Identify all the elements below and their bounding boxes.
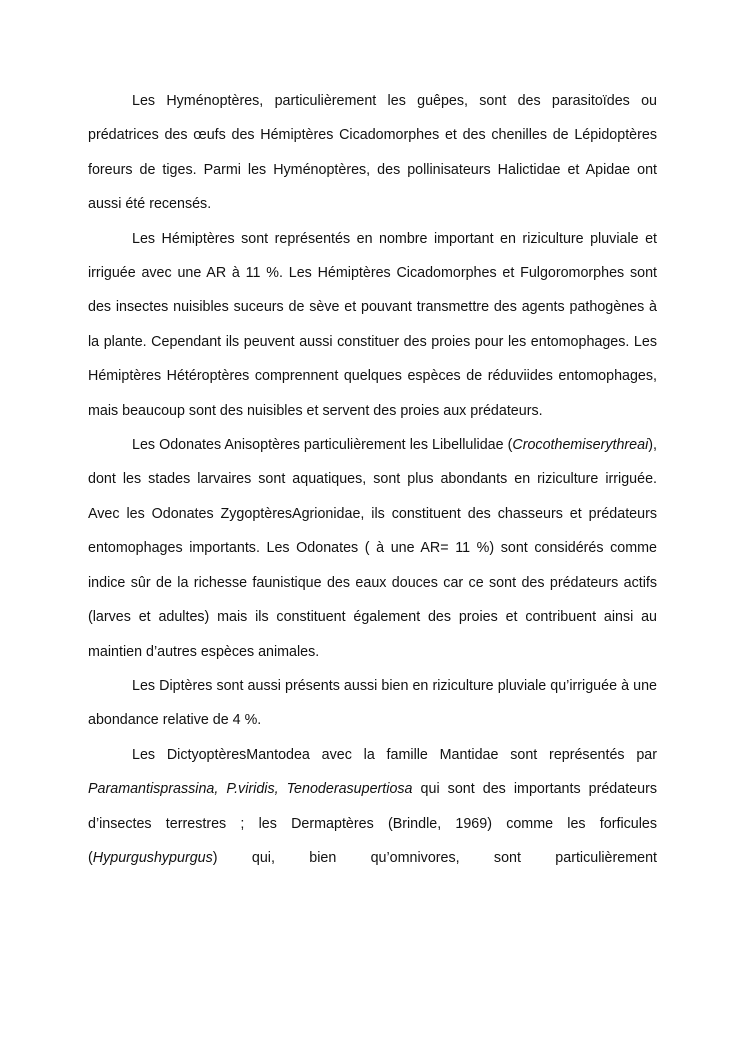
paragraph-text: Les Odonates Anisoptères particulièrement les Libellulidae ( (132, 437, 513, 454)
paragraph-dictyopteres (88, 738, 657, 876)
species-name: Tenoderasupertiosa (286, 781, 413, 798)
species-name: Hypurgushypurgus (92, 849, 213, 866)
paragraph-text: ), dont les stades larvaires sont aquatiques, sont plus abondants en riziculture irriguée. Avec les Odonates ZygoptèresAgrionidae, ils constituent des chasseurs et prédateurs entomophages importants. Les Odonates ( à une AR= 11 %) sont considérés comme indice sûr de la richesse faunistique des eaux douces car ce sont des prédateurs actifs (larves et adultes) mais ils constituent également des proies et contribuent ainsi au maintien d’autres espèces animales. (88, 437, 657, 660)
paragraph-odonates (88, 428, 657, 669)
paragraph-text: Les Hémiptères sont représentés en nombre important en riziculture pluviale et irriguée avec une AR à 11 %. Les Hémiptères Cicadomorphes et Fulgoromorphes sont des insectes nuisibles suceurs de sève et pouvant transmettre des agents pathogènes à la plante. Cependant ils peuvent aussi constituer des proies pour les entomophages. Les Hémiptères Hétéroptères comprennent quelques espèces de réduviides entomophages, mais beaucoup sont des nuisibles et servent des proies aux prédateurs. (88, 230, 657, 419)
paragraph-text: Les Hyménoptères, particulièrement les guêpes, sont des parasitoïdes ou prédatrices des œufs des Hémiptères Cicadomorphes et des chenilles de Lépidoptères foreurs de tiges. Parmi les Hyménoptères, des pollinisateurs Halictidae et Apidae ont aussi été recensés. (88, 93, 657, 213)
paragraph-text: ) qui, bien qu’omnivores, sont particulièrement (212, 849, 657, 866)
paragraph-text: qui sont des importants prédateurs d’insectes terrestres ; les Dermaptères (Brindle, 1969) comme les forficules ( (88, 781, 657, 866)
species-name: P.viridis, (226, 781, 279, 798)
paragraph-dipteres (88, 669, 657, 738)
paragraph-text: Les Diptères sont aussi présents aussi bien en riziculture pluviale qu’irriguée à une abondance relative de 4 %. (88, 677, 657, 729)
species-name: Crocothemiserythreai (512, 437, 649, 454)
paragraph-hemipteres (88, 222, 657, 428)
document-body (88, 84, 657, 875)
paragraph-hymenopteres (88, 84, 657, 222)
paragraph-text: Les DictyoptèresMantodea avec la famille Mantidae sont représentés par (132, 746, 657, 763)
paragraph-text (279, 781, 287, 797)
species-name: Paramantisprassina, (88, 781, 219, 798)
